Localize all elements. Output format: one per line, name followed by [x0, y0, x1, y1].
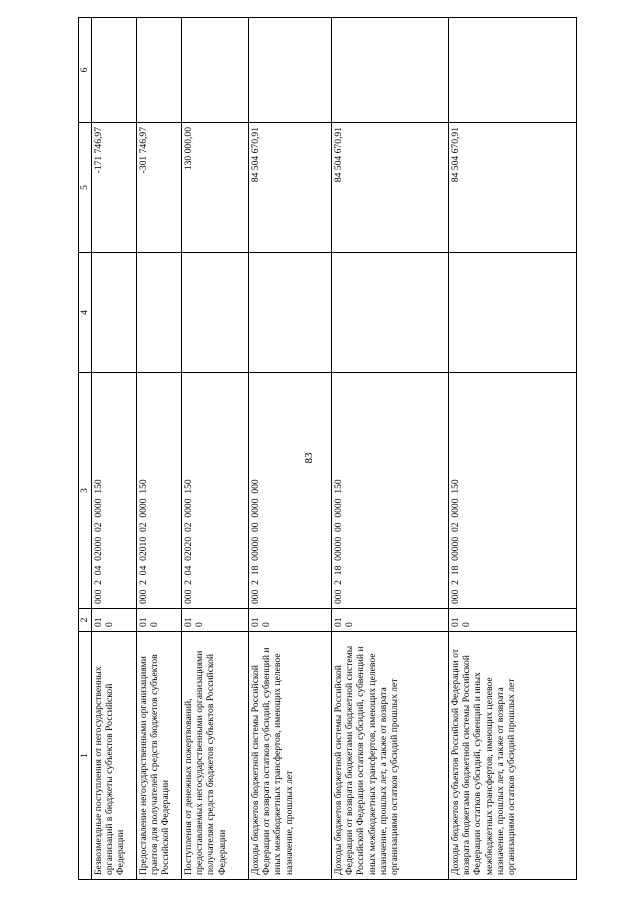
admin-code-cell: 010: [449, 609, 577, 632]
budget-revenue-table: [78, 17, 577, 880]
budget-table-area: [78, 18, 577, 880]
classification-code-cell: 000 2 18 00000 00 0000 150: [332, 373, 449, 609]
empty-cell: [449, 253, 577, 373]
amount-cell: -171 746,97: [92, 123, 137, 253]
empty-cell: [182, 253, 249, 373]
admin-code-cell: 010: [137, 609, 182, 632]
empty-cell: [332, 253, 449, 373]
empty-cell: [449, 18, 577, 123]
amount-cell: -301 746,97: [137, 123, 182, 253]
amount-cell: 84 504 670,91: [332, 123, 449, 253]
table-row: [332, 18, 449, 880]
amount-cell: 84 504 670,91: [249, 123, 332, 253]
revenue-name-cell: Предоставление негосударственными организациями грантов для получателей средств бюджетов субъектов Российской Федерации: [137, 632, 182, 880]
table-row: [249, 18, 332, 880]
revenue-name-cell: Безвозмездные поступления от негосударственных организаций в бюджеты субъектов Российской Федерации: [92, 632, 137, 880]
table-row: [92, 18, 137, 880]
empty-cell: [182, 18, 249, 123]
column-number: 5: [79, 123, 92, 253]
classification-code-cell: 000 2 04 02000 02 0000 150: [92, 373, 137, 609]
classification-code-cell: 000 2 04 02020 02 0000 150: [182, 373, 249, 609]
empty-cell: [92, 18, 137, 123]
page-number: 83: [303, 452, 315, 464]
empty-cell: [249, 18, 332, 123]
table-row: [182, 18, 249, 880]
column-number: 3: [79, 373, 92, 609]
classification-code-cell: 000 2 18 00000 02 0000 150: [449, 373, 577, 609]
admin-code-cell: 010: [182, 609, 249, 632]
classification-code-cell: 000 2 18 00000 00 0000 000: [249, 373, 332, 609]
empty-cell: [137, 18, 182, 123]
column-number: 4: [79, 253, 92, 373]
table-row: [137, 18, 182, 880]
amount-cell: 84 504 670,91: [449, 123, 577, 253]
table-row: [449, 18, 577, 880]
admin-code-cell: 010: [92, 609, 137, 632]
admin-code-cell: 010: [249, 609, 332, 632]
column-number: 2: [79, 609, 92, 632]
revenue-name-cell: Доходы бюджетов бюджетной системы Российской Федерации от возврата остатков субсидий, субвенций и иных межбюджетных трансфертов, имеющих целевое назначение, прошлых лет: [249, 632, 332, 880]
revenue-name-cell: Поступления от денежных пожертвований, предоставляемых негосударственными организациями получателям средств бюджетов субъектов Российской Федерации: [182, 632, 249, 880]
revenue-name-cell: Доходы бюджетов субъектов Российской Федерации от возврата бюджетами бюджетной системы Российской Федерации остатков субсидий, субвенций и иных межбюджетных трансфертов, имеющих целевое назначение, прошлых лет, а также от возврата организациями остатков субсидий прошлых лет: [449, 632, 577, 880]
admin-code-cell: 010: [332, 609, 449, 632]
amount-cell: 130 000,00: [182, 123, 249, 253]
empty-cell: [332, 18, 449, 123]
empty-cell: [137, 253, 182, 373]
column-number: 6: [79, 18, 92, 123]
empty-cell: [249, 253, 332, 373]
column-number-row: [79, 18, 92, 880]
classification-code-cell: 000 2 04 02010 02 0000 150: [137, 373, 182, 609]
rotated-page-content: [78, 18, 577, 880]
column-number: 1: [79, 632, 92, 880]
revenue-name-cell: Доходы бюджетов бюджетной системы Российской Федерации от возврата бюджетами бюджетной системы Российской Федерации остатков субсидий, субвенций и иных межбюджетных трансфертов, имеющих целевое назначение, прошлых лет, а также от возврата организациями остатков субсидий прошлых лет: [332, 632, 449, 880]
empty-cell: [92, 253, 137, 373]
